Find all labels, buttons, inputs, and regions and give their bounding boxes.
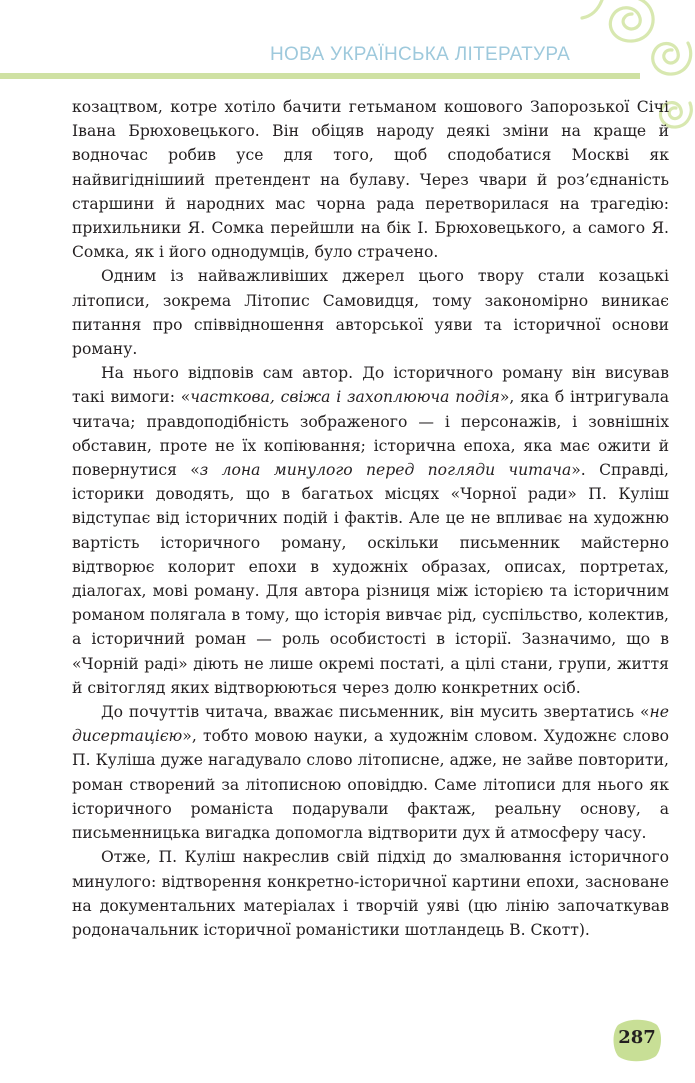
quote-dissertation: не дисертацією [72, 703, 669, 746]
paragraph-1: козацтвом, котре хотіло бачити гетьманом кошового Запорозької Січі Івана Брюховецького. Він обіцяв народу деякі зміни на краще й водночас робив усе для того, щоб сподобатися Москві як найвигіднішиий претендент на булаву. Через чвари й роз’єднаність старшини й народних мас чорна рада перетворилася на трагедію: прихильники Я. Сомка перейшли на бік І. Брюховецького, а самого Я. Сомка, як і його однодумців, було страчено. [72, 98, 669, 262]
paragraph-4-part-b: », тобто мовою науки, а художнім словом. Художнє слово П. Куліша дуже нагадувало слово літописне, адже, не зайве повторити, роман створений за літописною оповіддю. Саме літописи для нього як історичного романіста подарували фактаж, реальну основу, а письменницька вигадка допомогла відтворити дух й атмосферу часу. [72, 727, 669, 843]
paragraph-5: Отже, П. Куліш накреслив свій підхід до змалювання історичного минулого: відтворення конкретно-історичної картини епохи, засноване на документальних матеріалах і творчій уяві (цю лінію започаткував родоначальник історичної романістики шотландець В. Скотт). [72, 848, 669, 939]
header-rule [0, 73, 640, 79]
paragraph-4 [72, 700, 669, 845]
paragraph-2: Одним із найважливіших джерел цього твору стали козацькі літописи, зокрема Літопис Самовидця, тому закономірно виникає питання про співвідношення авторської уяви та історичної основи роману. [72, 267, 669, 359]
main-text [72, 95, 669, 942]
paragraph-3 [72, 361, 669, 700]
paragraph-4-part-a: До почуттів читача, вважає письменник, він мусить звертатись « [101, 703, 650, 722]
paragraph-3-part-b: », яка б інтригувала читача; правдоподібність зображеного — і персонажів, і зовнішніх обставин, проте не їх копіювання; історична епоха, яка має ожити й повернутися « [72, 388, 670, 480]
running-title: НОВА УКРАЇНСЬКА ЛІТЕРАТУРА [270, 44, 571, 65]
page-number: 287 [618, 1027, 656, 1048]
quote-epoch: з лона минулого перед погляди читача [199, 461, 572, 480]
paragraph-3-part-c: ». Справді, історики доводять, що в багатьох місцях «Чорної ради» П. Куліш відступає від історичних подій і фактів. Але це не впливає на художню вартість історичного роману, оскільки письменник майстерно відтворює колорит епохи в художніх образах, описах, портретах, діалогах, мові роману. Для автора різниця між історією та історичним романом полягала в тому, що історія вивчає рід, суспільство, колектив, а історичний роман — роль особистості в історії. Зазначимо, що в «Чорній раді» діють не лише окремі постаті, а цілі стани, групи, життя й світогляд яких відтворюються через долю конкретних осіб. [72, 461, 669, 697]
quote-requirement: часткова, свіжа і захоплююча подія [190, 388, 500, 407]
paragraph-3-part-a: На нього відповів сам автор. До історичного роману він висував такі вимоги: « [72, 364, 669, 407]
